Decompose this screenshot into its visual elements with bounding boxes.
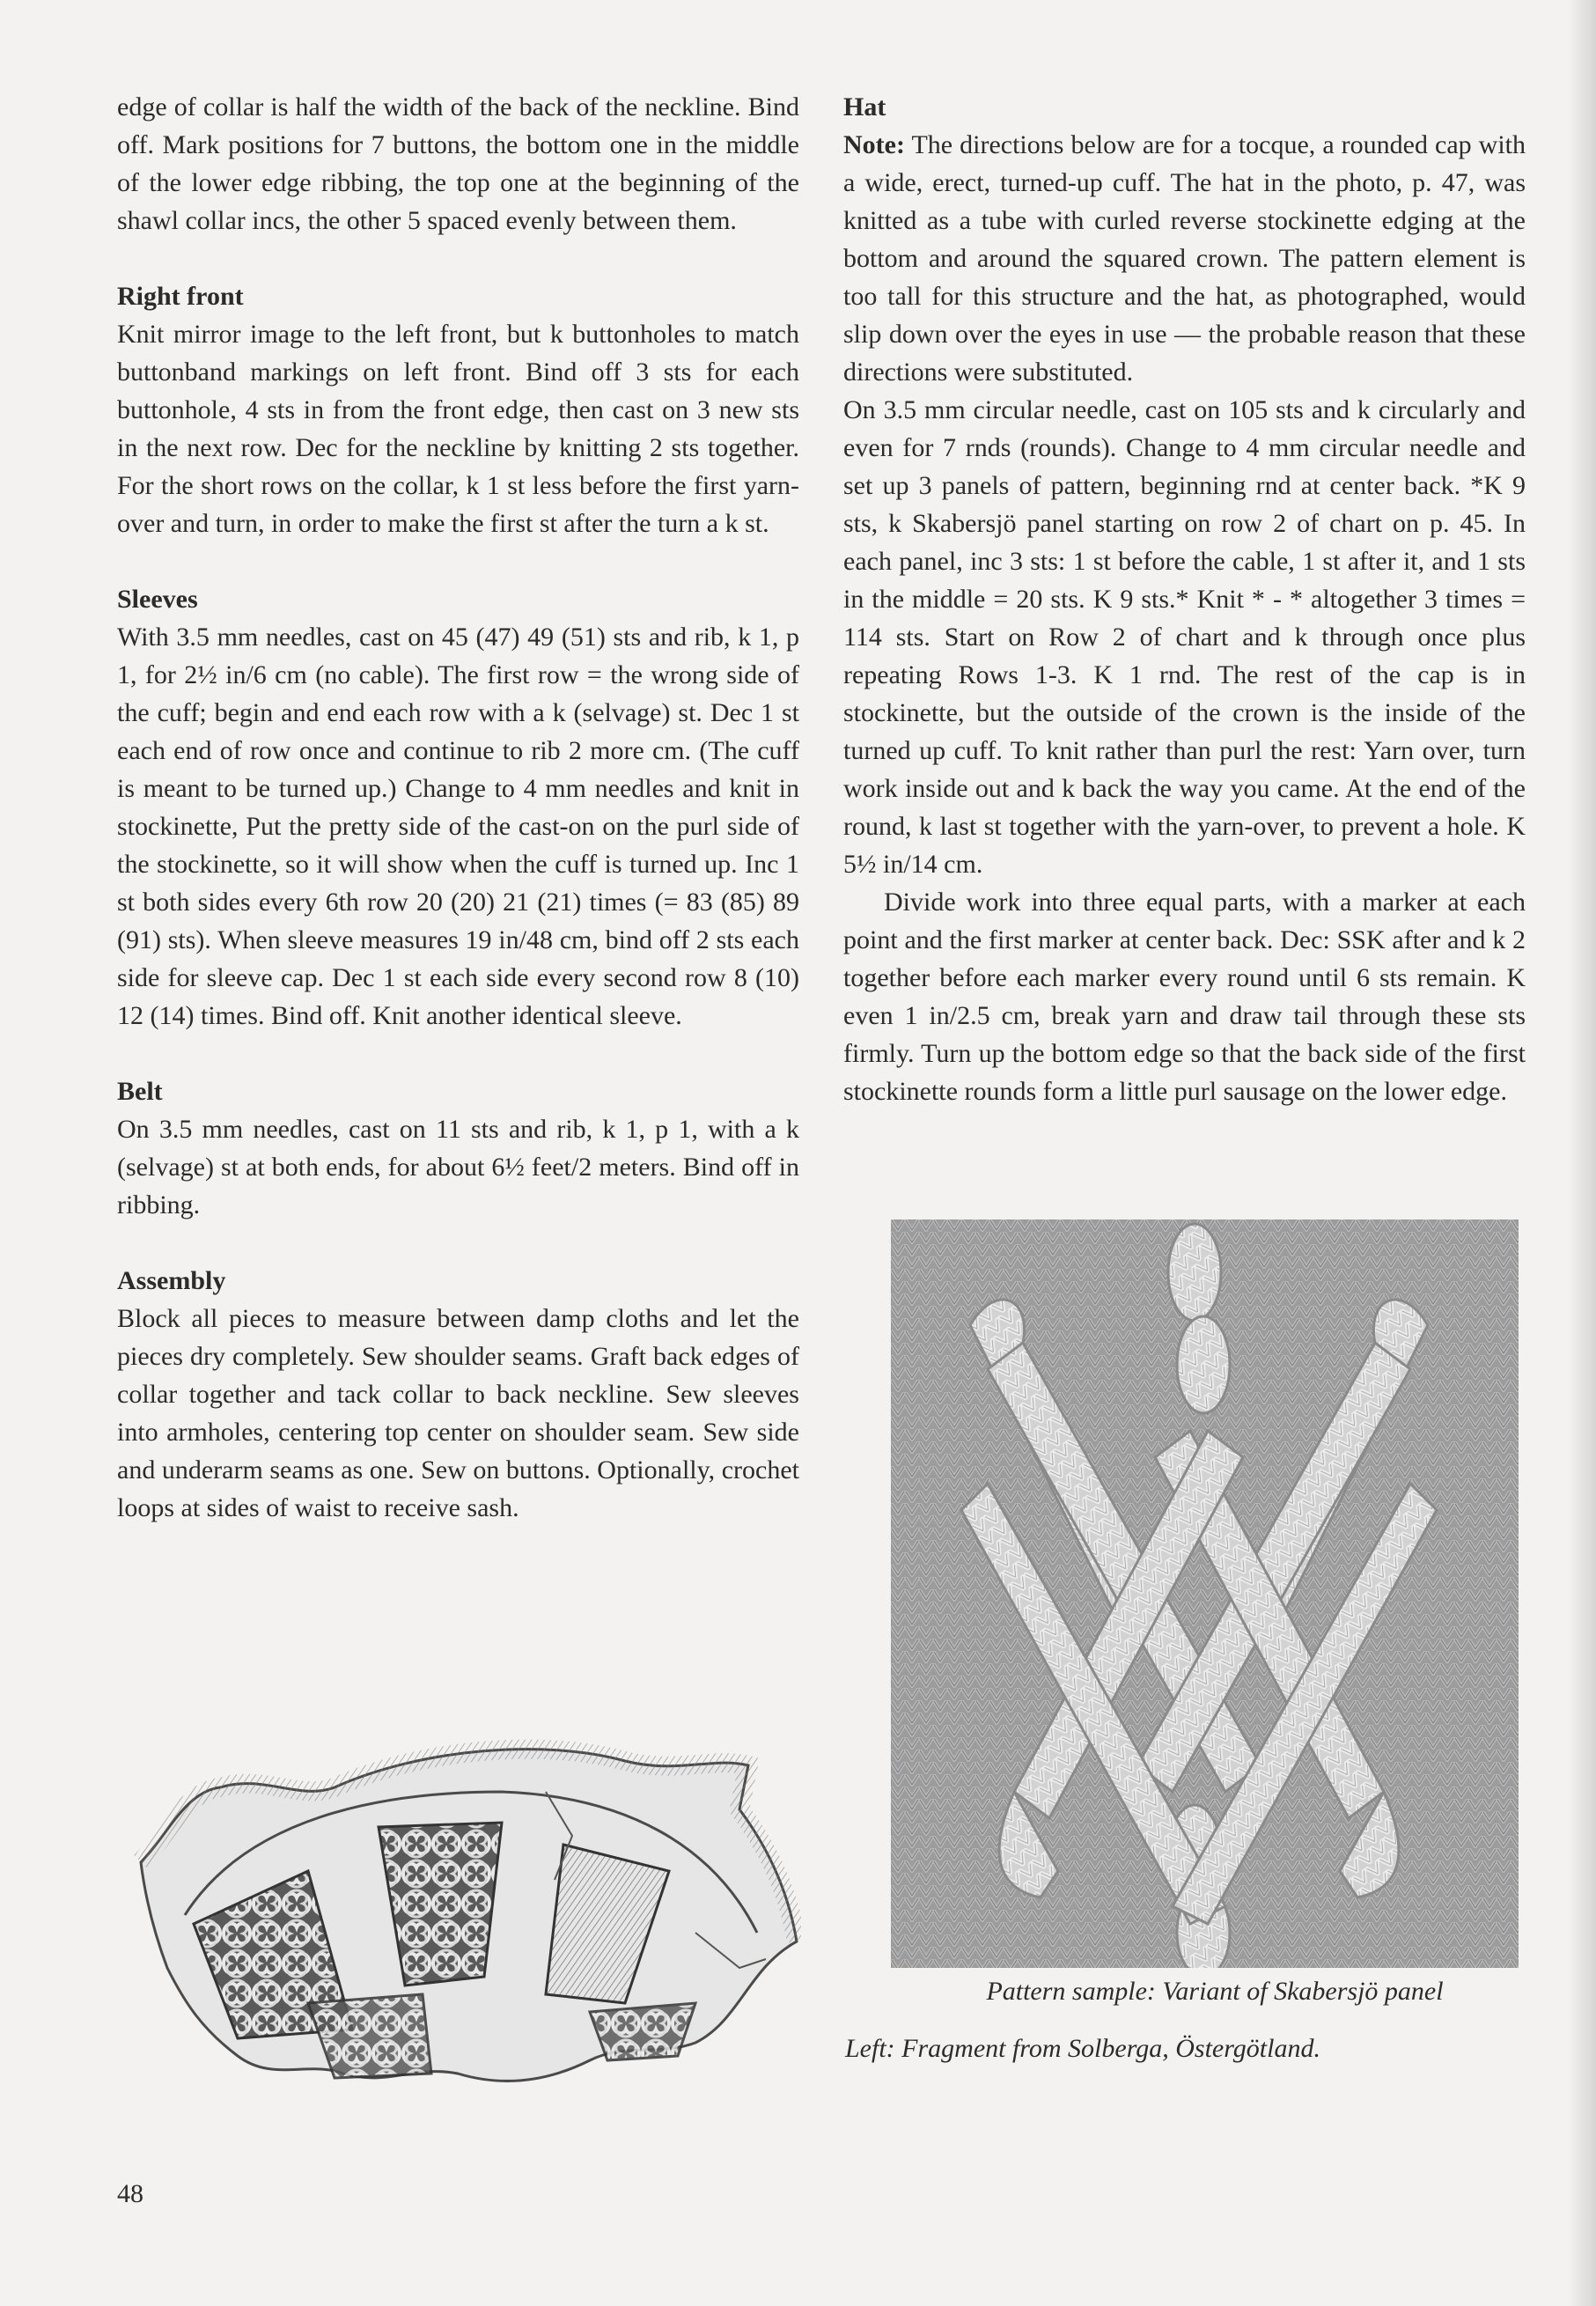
sleeves-heading: Sleeves [117,585,198,614]
hat-paragraph-3: Divide work into three equal parts, with a marker at each point and the first marker at center back. Dec: SSK after and k 2 together before each marker every round until 6 sts remain. K even 1 in/2.5 cm, break yarn and draw tail through these sts firmly. Turn up the bottom edge so that the back side of the first stockinette rounds form a little purl sausage on the lower edge. [843,888,1526,1106]
hat-heading: Hat [843,92,886,122]
assembly-body: Block all pieces to measure between damp cloths and let the pieces dry completely. Sew shoulder seams. Graft back edges of collar together and tack collar to back neckline. Sew sleeves into armholes, centering top center on shoulder seam. Sew side and underarm seams as one. Sew on buttons. Optionally, crochet loops at sides of waist to receive sash. [117,1304,799,1522]
right-front-heading: Right front [117,282,244,311]
hat-paragraph-2: On 3.5 mm circular needle, cast on 105 sts and k circularly and even for 7 rnds (rounds). Change to 4 mm circular needle and set up 3 panels of pattern, beginning rnd at center back. *K 9 sts, k Skabersjö panel starting on row 2 of chart on p. 45. In each panel, inc 3 sts: 1 st before the cable, 1 st after it, and 1 sts in the middle = 20 sts. K 9 sts.* Knit * - * altogether 3 times = 114 sts. Start on Row 2 of chart and k through once plus repeating Rows 1-3. K 1 rnd. The rest of the cap is in stockinette, but the outside of the crown is the inside of the turned up cuff. To knit rather than purl the rest: Yarn over, turn work inside out and k back the way you came. At the end of the round, k last st together with the yarn-over, to prevent a hole. K 5½ in/14 cm. [843,395,1526,879]
pattern-sample-caption: Pattern sample: Variant of Skabersjö panel [986,1977,1444,2006]
sleeves-body: With 3.5 mm needles, cast on 45 (47) 49 (51) sts and rib, k 1, p 1, for 2½ in/6 cm (no cable). The first row = the wrong side of the cuff; begin and end each row with a k (selvage) st. Dec 1 st each end of row once and continue to rib 2 more cm. (The cuff is meant to be turned up.) Change to 4 mm needles and knit in stockinette, Put the pretty side of the cast-on on the purl side of the stockinette, so it will show when the cuff is turned up. Inc 1 st both sides every 6th row 20 (20) 21 (21) times (= 83 (85) 89 (91) sts). When sleeve measures 19 in/48 cm, bind off 2 sts each side for sleeve cap. Dec 1 st each side every second row 8 (10) 12 (14) times. Bind off. Knit another identical sleeve. [117,623,799,1030]
page-number: 48 [117,2179,143,2208]
assembly-heading: Assembly [117,1266,226,1295]
right-front-body: Knit mirror image to the left front, but k buttonholes to match buttonband markings on left front. Bind off 3 sts for each buttonhole, 4 sts in from the front edge, then cast on 3 new sts in the next row. Dec for the neckline by knitting 2 sts together. For the short rows on the collar, k 1 st less before the first yarn-over and turn, in order to make the first st after the turn a k st. [117,320,799,538]
left-column [117,88,799,1527]
belt-body: On 3.5 mm needles, cast on 11 sts and rib, k 1, p 1, with a k (selvage) st at both ends, for about 6½ feet/2 meters. Bind off in ribbing. [117,1115,799,1219]
fragment-caption: Left: Fragment from Solberga, Östergötland. [845,2034,1320,2063]
knit-pattern-sample-photo [891,1219,1519,1968]
intro-paragraph: edge of collar is half the width of the back of the neckline. Bind off. Mark positions for 7 buttons, the bottom one in the middle of the lower edge ribbing, the top one at the beginning of the shawl collar incs, the other 5 spaced evenly between them. [117,92,799,235]
page-edge-shadow [1568,0,1596,2306]
right-column [843,88,1526,1110]
belt-heading: Belt [117,1077,163,1106]
hat-note [843,126,1526,391]
solberga-fragment-illustration [132,1739,801,2100]
note-body: The directions below are for a tocque, a rounded cap with a wide, erect, turned-up cuff. The hat in the photo, p. 47, was knitted as a tube with curled reverse stockinette edging at the bottom and around the squared crown. The pattern element is too tall for this structure and the hat, as photographed, would slip down over the eyes in use — the probable reason that these directions were substituted. [843,130,1526,387]
note-label: Note: [843,130,905,159]
